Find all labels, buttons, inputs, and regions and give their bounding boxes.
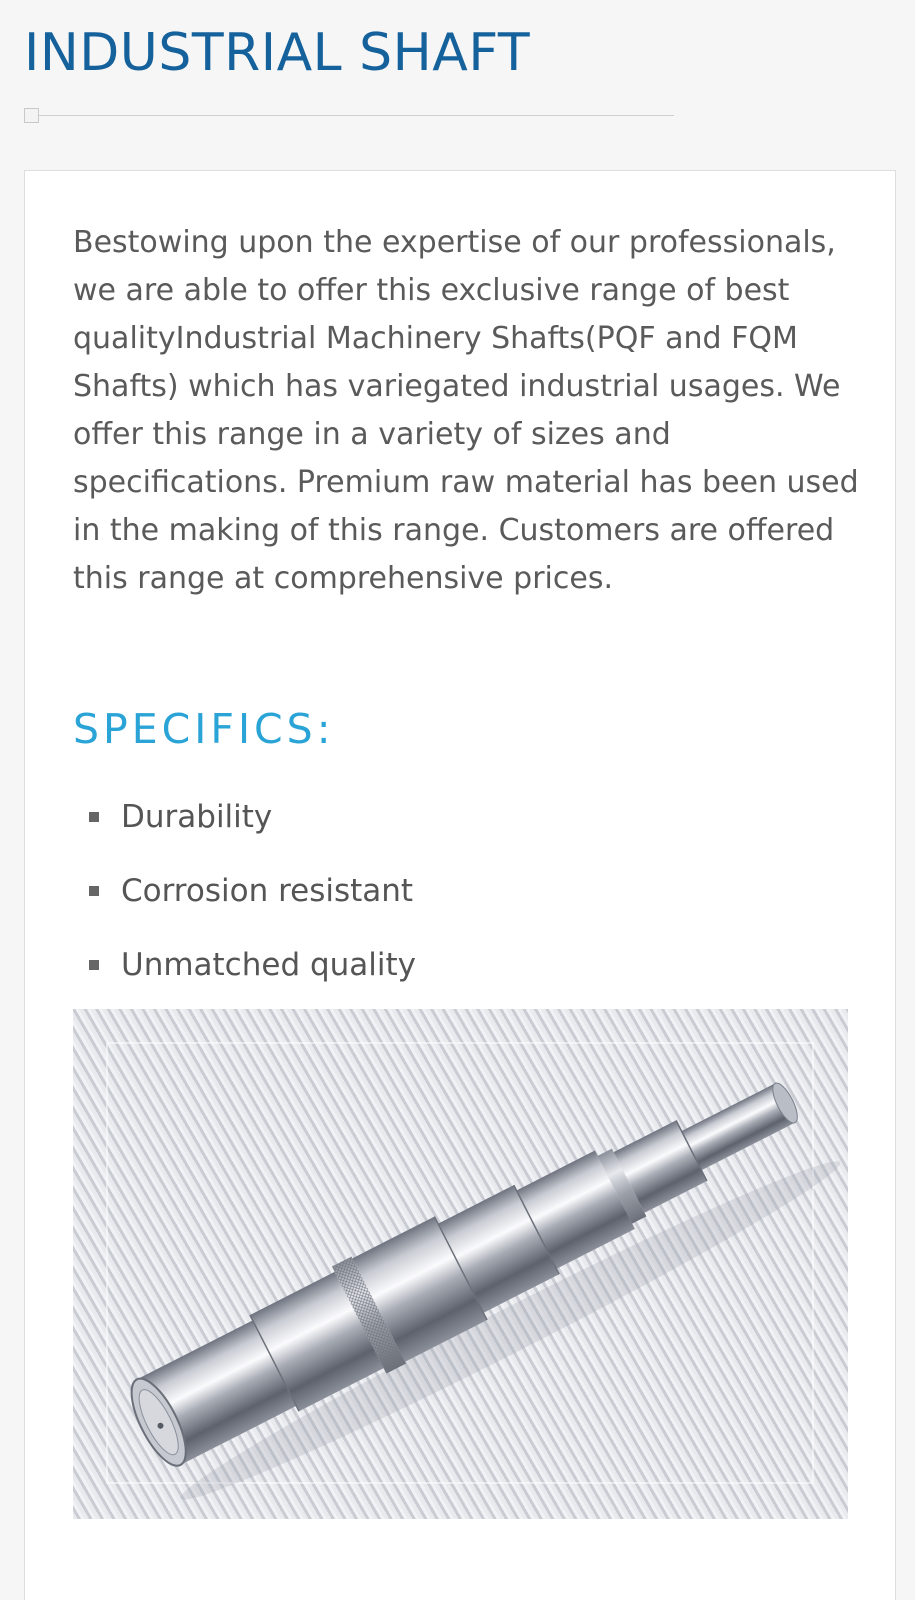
list-item [89, 793, 416, 867]
product-description: Bestowing upon the expertise of our professionals, we are able to offer this exclusive range of best qualityIndustrial Machinery Shafts(PQF and FQM Shafts) which has variegated industrial usages. We offer this range in a variety of sizes and specifications. Premium raw material has been used in the making of this range. Customers are offered this range at comprehensive prices. [73, 225, 859, 596]
list-item [89, 941, 416, 1015]
title-divider [24, 106, 674, 126]
square-bullet-icon [89, 886, 99, 896]
divider-square-icon [24, 108, 39, 123]
square-bullet-icon [89, 960, 99, 970]
spec-label: Unmatched quality [121, 947, 417, 983]
shaft-illustration [73, 1009, 848, 1519]
spec-label: Corrosion resistant [121, 873, 414, 909]
spec-label: Durability [121, 799, 273, 835]
specifics-heading: SPECIFICS: [73, 705, 335, 753]
divider-line [39, 115, 674, 116]
product-card [24, 170, 896, 1600]
specifics-list [89, 793, 416, 1015]
product-image [73, 1009, 848, 1519]
square-bullet-icon [89, 812, 99, 822]
page-title: INDUSTRIAL SHAFT [24, 23, 531, 83]
list-item [89, 867, 416, 941]
